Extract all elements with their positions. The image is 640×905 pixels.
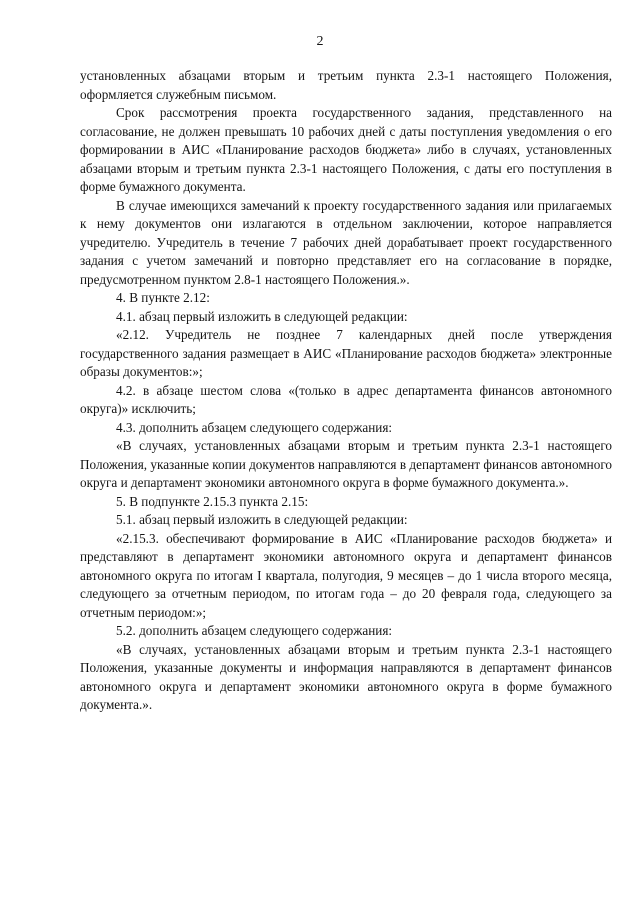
paragraph-review-period: Срок рассмотрения проекта государственного задания, представленного на согласование, не должен превышать 10 рабочих дней с даты поступления уведомления о его формировании в АИС «Планирование расходов бюджета» либо в случаях, установленных абзацами вторым и третьим пункта 2.3-1 настоящего Положения, с даты его поступления в форме бумажного документа. [80, 105, 612, 194]
page-number: 2 [316, 34, 324, 49]
paragraph-quote-documents: «В случаях, установленных абзацами вторым и третьим пункта 2.3-1 настоящего Положения, указанные документы и информация направляются в департамент финансов автономного округа и департамент экономики автономного округа в форме бумажного документа.». [80, 641, 612, 712]
paragraph-item-4-1: 4.1. абзац первый изложить в следующей редакции: [116, 308, 408, 324]
paragraph-quote-2-15-3: «2.15.3. обеспечивают формирование в АИС «Планирование расходов бюджета» и представляют в департамент экономики автономного округа и департамент финансов автономного округа по итогам I квартала, полугодия, 9 месяцев – до 1 числа второго месяца, следующего за отчетным периодом, по итогам года – до 20 февраля года, следующего за отчетным периодом:»; [80, 530, 612, 620]
paragraph-item-4-2: 4.2. в абзаце шестом слова «(только в адрес департамента финансов автономного округа)» исключить; [80, 382, 612, 416]
paragraph-quote-copies: «В случаях, установленных абзацами вторым и третьим пункта 2.3-1 настоящего Положения, указанные копии документов направляются в департамент финансов автономного округа и департамент экономики автономного округа в форме бумажного документа.». [80, 438, 612, 490]
paragraph-item-5-2: 5.2. дополнить абзацем следующего содержания: [116, 623, 393, 638]
paragraph-item-4-3: 4.3. дополнить абзацем следующего содержания: [116, 419, 393, 435]
paragraph-quote-2-12: «2.12. Учредитель не позднее 7 календарных дней после утверждения государственного задания размещает в АИС «Планирование расходов бюджета» электронные образы документов:»; [80, 327, 612, 379]
paragraph-remarks: В случае имеющихся замечаний к проекту государственного задания или прилагаемых к нему документов они излагаются в отдельном заключении, которое направляется учредителю. Учредитель в течение 7 рабочих дней дорабатывает проект государственного задания с учетом замечаний и повторно представляет его на согласование в порядке, предусмотренном пунктом 2.8-1 настоящего Положения.». [80, 197, 612, 287]
document-body [80, 67, 612, 715]
paragraph-continuation: установленных абзацами вторым и третьим пункта 2.3-1 настоящего Положения, оформляется служебным письмом. [80, 68, 612, 102]
paragraph-item-5: 5. В подпункте 2.15.3 пункта 2.15: [116, 493, 309, 509]
paragraph-item-5-1: 5.1. абзац первый изложить в следующей редакции: [116, 512, 408, 527]
paragraph-item-4: 4. В пункте 2.12: [116, 290, 210, 305]
